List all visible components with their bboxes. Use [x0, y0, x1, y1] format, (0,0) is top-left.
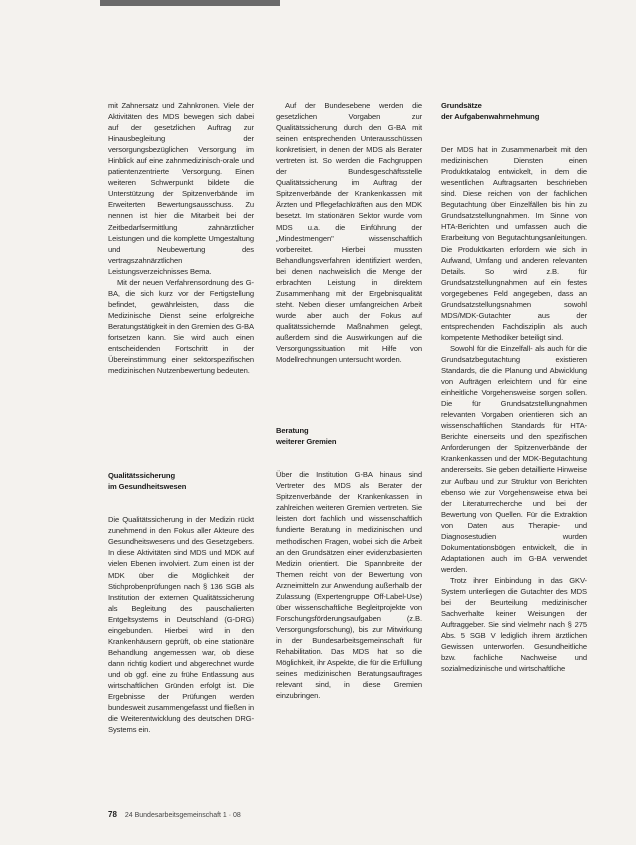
section-heading: Beratung: [276, 426, 309, 436]
spacer: [108, 492, 254, 514]
section-subheading: im Gesundheitswesen: [108, 482, 187, 492]
column-2: [276, 100, 422, 701]
spacer: [441, 122, 587, 144]
paragraph: Der MDS hat in Zusammenarbeit mit den medizinischen Diensten einen Produktkatalog entwickelt, in dem die wesentlichen Auftragsarten beschrieben sind. Diese reichen von der fachlichen Begutachtung über Einzelfällen bis hin zu Grundsatzstellungnahmen. Im Sinne von HTA-Berichten und umfassen auch die Erarbeitung von Begutachtungsanleitungen. Die Produktkarten erfordern wie sich in Aufwand, Umfang und anderen relevanten Details. So wird z.B. für Grundsatzstellungnahmen auf ein festes vorgegebenes Feld angegeben, dass an Grundsatzstellungsnahmen sowohl MDS/MDK-Gutachter aus der entsprechenden Fachdisziplin als auch kompetente Methodiker beteiligt sind.: [441, 145, 587, 342]
paragraph: Trotz ihrer Einbindung in das GKV-System unterliegen die Gutachter des MDS bei der Beurteilung medizinischer Sachverhalte keiner Weisungen der Auftraggeber. Sie sind vielmehr nach § 275 Abs. 5 SGB V lediglich ihrem ärztlichen Gewissen unterworfen. Gesundheitliche bzw. fachliche Nachweise und sozialmedizinische und wirtschaftliche: [441, 575, 587, 674]
section-heading: Qualitätssicherung: [108, 471, 175, 481]
section-subheading: weiterer Gremien: [276, 437, 337, 447]
paragraph: Auf der Bundesebene werden die gesetzlichen Vorgaben zur Qualitätssicherung durch den G-BA mit seinen entsprechenden Unterausschüssen konkretisiert, in denen der MDS als Berater vertreten ist. So werden die Fachgruppen der Bundesgeschäftsstelle Qualitätssicherung im Auftrag der Spitzenverbände der Krankenkassen mit Ärzten und Pflegefachkräften aus den MDK besetzt. Im stationären Sektor wurde vom MDS u.a. die Einführung der „Mindestmengen" wissenschaftlich vorbereitet. Hierbei mussten Behandlungsverfahren identifiziert werden, bei denen nachweislich die Menge der erbrachten Leistung in direktem Zusammenhang mit der Ergebnisqualität steht. Neben dieser umfangreichen Arbeit wurde aber auch der Fokus auf qualitätssichernde Maßnahmen gelegt, außerdem sind die Auswirkungen auf die Versorgungssituation mit Hilfe von Modellrechnungen untersucht worden.: [276, 101, 422, 365]
paragraph: Sowohl für die Einzelfall- als auch für die Grundsatzbegutachtung existieren Standards, die die Planung und Abwicklung von Aufträgen erleichtern und für eine einheitliche Vorgehensweise sorgen sollen. Die für Grundsatzstellungnahmen relevanten Vorgaben orientieren sich an wissenschaftlichen Standards für HTA-Berichte einerseits und den spezifischen Anforderungen der Spitzenverbände der Krankenkassen und der MDK-Begutachtung andererseits. Sie geben detaillierte Hinweise zur Aufbau und zur Struktur von Berichten ebenso wie zur Vorgehensweise etwa bei der Literaturrecherche und bei der Bewertung von Quellen. Für die Extraktion von Daten aus Therapie- und Diagnosestudien wurden Dokumentationsbögen entwickelt, die in Adaptationen auch im G-BA verwendet werden.: [441, 343, 587, 574]
top-rule: [100, 0, 280, 6]
section-heading: Grundsätze: [441, 101, 482, 110]
paragraph: Über die Institution G-BA hinaus sind Vertreter des MDS als Berater der Spitzenverbände der Krankenkassen in zahlreichen weiteren Gremien vertreten. Sie leisten dort fachlich und wissenschaftlich fundierte Beratung in medizinischen und methodischen Fragen, wobei sich die Arbeit an den Grundsätzen einer evidenzbasierten Medizin orientiert. Die Spannbreite der Themen reicht von der Bewertung von Arzneimitteln zur Anwendung außerhalb der Zulassung (Expertengruppe Off-Label-Use) über wissenschaftliche Begleitprojekte von Forschungsförderungsaufgaben (z.B. Versorgungsforschung), bis zur Mitwirkung in der Bundesarbeitsgemeinschaft für Rehabilitation. Das MDS hat so die Möglichkeit, ihr Aspekte, die für die Erfüllung seines medizinischen Beratungsauftrages relevant sind, in diese Gremien einzubringen.: [276, 470, 422, 701]
paragraph: Die Qualitätssicherung in der Medizin rückt zunehmend in den Fokus aller Akteure des Gesundheitswesens und des Gesetzgebers. In diese Aktivitäten sind MDS und MDK auf vielen Ebenen involviert. Zum einen ist der MDK über die Möglichkeit der Stichprobenprüfungen nach § 136 SGB als Institution der externen Qualitätssicherung als Begleitung des pauschalierten Entgeltsystems in Deutschland (G-DRG) eingebunden. Hierbei wird in den Krankenhäusern geprüft, ob eine stationäre Behandlung angemessen war, ob diese dann richtig kodiert und abgerechnet wurde und ob ggf. eine zu frühe Entlassung aus wirtschaftlichen Gründen erfolgt ist. Die Ergebnisse der Prüfungen werden bundesweit zusammengefasst und fließen in die Weiterentwicklung des deutschen DRG-Systems ein.: [108, 515, 254, 735]
paragraph: mit Zahnersatz und Zahnkronen. Viele der Aktivitäten des MDS bewegen sich dabei auf der gesetzlichen Auftrag zur Hinausbegleitung der versorgungsbezüglichen Versorgung im Hinblick auf eine zahnmedizinisch-orale und patientenzentrierte Versorgung. Einen weiteren Schwerpunkt bildete die Unterstützung der Spitzenverbände im Erweiterten Bewertungsausschuss. Zu nennen ist hier die Mitarbeit bei der Zeitbedarfsermittlung zahnärztlicher Leistungen und die komplette Umgestaltung und Neubewertung des vertragszahnärztlichen Leistungsverzeichnisses Bema.: [108, 101, 254, 276]
page-number: 78: [108, 810, 117, 819]
section-subheading: der Aufgabenwahrnehmung: [441, 112, 540, 122]
running-title: 24 Bundesarbeitsgemeinschaft 1 · 08: [124, 812, 241, 819]
column-1: [108, 100, 254, 735]
column-3: [441, 100, 587, 674]
spacer: [276, 365, 422, 425]
page-footer: [108, 810, 241, 819]
paragraph: Mit der neuen Verfahrensordnung des G-BA, die sich kurz vor der Fertigstellung befindet, gewährleisten, dass die Medizinische Dienst seine erfolgreiche Beratungstätigkeit in den Gremien des G-BA fortsetzen kann. Sie wird auch einen entscheidenden Fortschritt in der Übereinstimmung einer sektorspezifischen medizinischen Nutzenbewertung bedeuten.: [108, 277, 254, 376]
spacer: [108, 376, 254, 470]
spacer: [276, 447, 422, 469]
